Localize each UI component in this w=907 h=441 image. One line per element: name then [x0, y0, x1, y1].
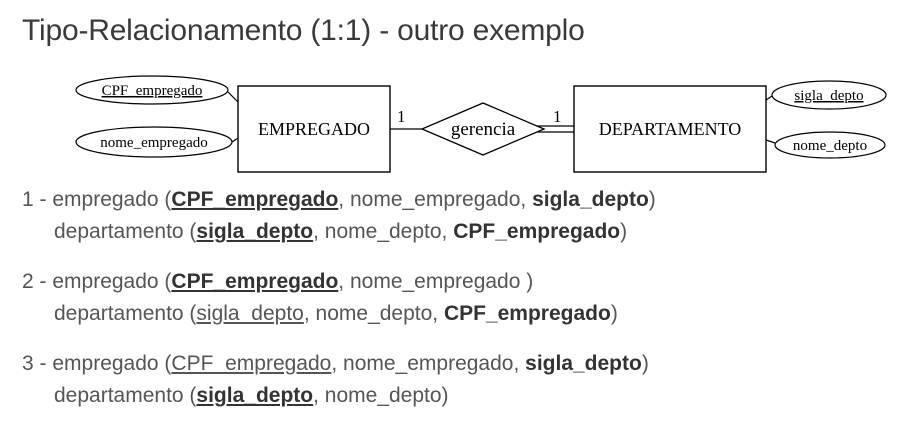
- schema-attr-3: sigla_depto: [532, 188, 649, 211]
- schema-text-2: , nome_empregado,: [338, 188, 533, 211]
- schema-text-4: ): [648, 188, 656, 211]
- schema-attr-1: CPF_empregado: [171, 188, 339, 211]
- option-3-line-1-text: [52, 352, 649, 375]
- option-2-line-2: [22, 298, 618, 330]
- er-diagram: [0, 0, 907, 185]
- schema-text-4: ): [610, 302, 618, 325]
- option-2-line-1: [22, 266, 618, 298]
- option-2-line-1-text: [52, 270, 533, 293]
- attr-nome-empregado-label: nome_empregado: [100, 135, 208, 151]
- schema-text-0: departamento (: [54, 220, 197, 243]
- option-3-line-2-text: [54, 384, 449, 407]
- schema-attr-1: sigla_depto: [196, 220, 314, 243]
- card-right: 1: [553, 107, 562, 126]
- schema-text-0: empregado (: [52, 188, 172, 211]
- attr-sigla-depto-label: sigla_depto: [794, 88, 864, 104]
- entity-departamento-label: DEPARTAMENTO: [598, 119, 742, 139]
- option-1-line-1: [22, 184, 656, 216]
- schema-attr-1: sigla_depto: [196, 384, 314, 407]
- schema-text-2: , nome_depto): [313, 384, 449, 407]
- relationship-gerencia-label: gerencia: [450, 119, 516, 140]
- attr-nome-depto-label: nome_depto: [792, 138, 868, 154]
- schema-attr-3: CPF_empregado: [443, 302, 611, 325]
- attr-cpf-empregado-label: CPF_empregado: [101, 83, 203, 99]
- schema-attr-3: sigla_depto: [525, 352, 642, 375]
- page-title: Tipo-Relacionamento (1:1) - outro exemplo: [22, 14, 585, 47]
- schema-text-4: ): [620, 220, 628, 243]
- attr-link: [228, 92, 238, 102]
- option-1-number: 1 -: [22, 188, 53, 211]
- option-3-number: 3 -: [22, 352, 53, 375]
- schema-text-2: , nome_empregado,: [331, 352, 526, 375]
- card-left: 1: [397, 107, 406, 126]
- schema-text-2: , nome_empregado ): [338, 270, 534, 293]
- attr-link: [232, 138, 238, 142]
- option-2-number: 2 -: [22, 270, 53, 293]
- schema-attr-1: CPF_empregado: [171, 352, 332, 375]
- schema-text-4: ): [641, 352, 649, 375]
- schema-text-2: , nome_depto,: [313, 220, 454, 243]
- schema-text-0: departamento (: [54, 384, 197, 407]
- option-3-line-1: [22, 348, 649, 380]
- schema-text-0: departamento (: [54, 302, 197, 325]
- option-1-line-2-text: [54, 220, 627, 243]
- option-1-line-2: [22, 216, 656, 248]
- option-1: [22, 184, 656, 248]
- schema-attr-3: CPF_empregado: [453, 220, 621, 243]
- schema-text-0: empregado (: [52, 270, 172, 293]
- attr-link: [766, 140, 775, 143]
- attr-link: [766, 96, 772, 100]
- schema-text-0: empregado (: [52, 352, 172, 375]
- schema-text-2: , nome_depto,: [303, 302, 444, 325]
- option-2: [22, 266, 618, 330]
- schema-attr-1: CPF_empregado: [171, 270, 339, 293]
- option-1-line-1-text: [52, 188, 655, 211]
- schema-attr-1: sigla_depto: [196, 302, 304, 325]
- entity-empregado-label: EMPREGADO: [257, 119, 371, 139]
- option-3-line-2: [22, 380, 649, 412]
- option-3: [22, 348, 649, 412]
- option-2-line-2-text: [54, 302, 618, 325]
